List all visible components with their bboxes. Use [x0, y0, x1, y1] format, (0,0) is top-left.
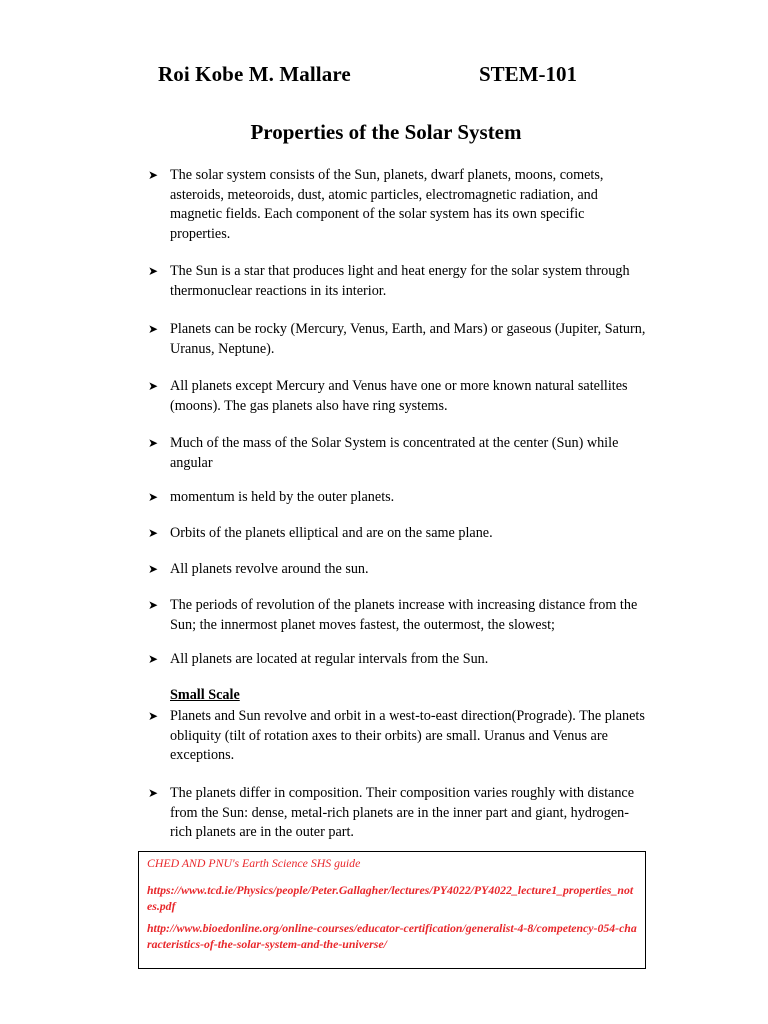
course-code: STEM-101	[479, 62, 578, 86]
bullet-item	[148, 320, 648, 359]
section-heading-small-scale: Small Scale	[170, 687, 240, 703]
bullet-text: Orbits of the planets elliptical and are on the same plane.	[170, 525, 493, 541]
bullet-item	[148, 650, 648, 670]
arrow-bullet-icon: ➤	[148, 490, 159, 504]
arrow-bullet-icon: ➤	[148, 168, 159, 182]
arrow-bullet-icon: ➤	[148, 436, 159, 450]
bullet-text: The periods of revolution of the planets increase with increasing distance from the Sun; the innermost planet moves fastest, the outermost, the slowest;	[170, 597, 638, 633]
arrow-bullet-icon: ➤	[148, 709, 159, 723]
arrow-bullet-icon: ➤	[148, 562, 159, 576]
references-box	[138, 851, 646, 969]
document-title: Properties of the Solar System	[250, 120, 522, 144]
bullet-text: momentum is held by the outer planets.	[170, 489, 395, 505]
bullet-item	[148, 377, 648, 416]
bullet-text: All planets revolve around the sun.	[170, 561, 369, 577]
author-name: Roi Kobe M. Mallare	[158, 62, 351, 86]
arrow-bullet-icon: ➤	[148, 598, 159, 612]
bullet-item	[148, 434, 648, 473]
arrow-bullet-icon: ➤	[148, 652, 159, 666]
bullet-item	[148, 784, 648, 843]
bullet-text: The Sun is a star that produces light and heat energy for the solar system through thermonuclear reactions in its interior.	[170, 263, 630, 299]
bullet-item	[148, 707, 648, 766]
bullet-text: All planets are located at regular intervals from the Sun.	[170, 651, 489, 667]
arrow-bullet-icon: ➤	[148, 786, 159, 800]
bullet-text: Much of the mass of the Solar System is concentrated at the center (Sun) while angular	[170, 435, 619, 471]
bullet-item	[148, 560, 648, 580]
bullet-item	[148, 262, 648, 301]
bullet-text: The solar system consists of the Sun, planets, dwarf planets, moons, comets, asteroids, meteoroids, dust, atomic particles, electromagnetic radiation, and magnetic fields. Each component of the solar system has its own specific properties.	[170, 167, 604, 242]
reference-link[interactable]: http://www.bioedonline.org/online-courses/educator-certification/generalist-4-8/competency-054-characteristics-of-the-solar-system-and-the-universe/	[147, 921, 637, 951]
bullet-text: All planets except Mercury and Venus have one or more known natural satellites (moons). The gas planets also have ring systems.	[170, 378, 628, 414]
arrow-bullet-icon: ➤	[148, 264, 159, 278]
bullet-item	[148, 596, 648, 635]
arrow-bullet-icon: ➤	[148, 526, 159, 540]
arrow-bullet-icon: ➤	[148, 322, 159, 336]
arrow-bullet-icon: ➤	[148, 379, 159, 393]
reference-link[interactable]: https://www.tcd.ie/Physics/people/Peter.Gallagher/lectures/PY4022/PY4022_lecture1_properties_notes.pdf	[147, 883, 634, 913]
bullet-item	[148, 488, 648, 508]
bullet-text: The planets differ in composition. Their composition varies roughly with distance from the Sun: dense, metal-rich planets are in the inner part and giant, hydrogen-rich planets are in the outer part.	[170, 785, 635, 841]
reference-source: CHED AND PNU's Earth Science SHS guide	[147, 856, 361, 870]
bullet-item	[148, 524, 648, 544]
bullet-text: Planets can be rocky (Mercury, Venus, Earth, and Mars) or gaseous (Jupiter, Saturn, Uranus, Neptune).	[170, 321, 646, 357]
bullet-item	[148, 166, 648, 244]
bullet-text: Planets and Sun revolve and orbit in a west-to-east direction(Prograde). The planets obliquity (tilt of rotation axes to their orbits) are small. Uranus and Venus are exceptions.	[170, 708, 645, 764]
